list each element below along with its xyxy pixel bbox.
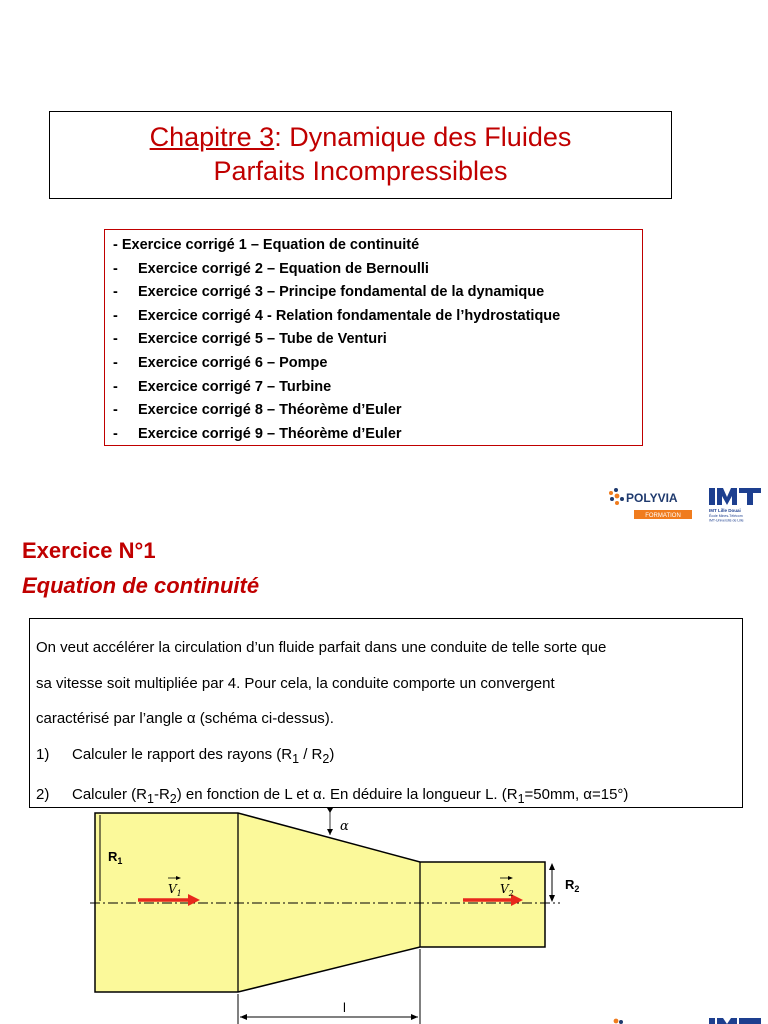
question-1 bbox=[36, 737, 742, 778]
polyvia-dots-icon bbox=[609, 488, 624, 505]
list-item bbox=[113, 305, 642, 329]
subscript: 2 bbox=[169, 792, 177, 806]
imt-logo bbox=[708, 486, 763, 526]
imt-mark-icon bbox=[709, 488, 761, 505]
list-dash: - bbox=[113, 307, 118, 324]
polyvia-name: POLYVIA bbox=[626, 491, 678, 505]
imt-name: IMT Lille Douai bbox=[709, 508, 741, 513]
imt-line1: École Mines-Télécom bbox=[709, 514, 743, 518]
problem-line: On veut accélérer la circulation d’un fluide parfait dans une conduite de telle sorte que bbox=[36, 639, 607, 656]
chapter-title-rest: : Dynamique des Fluides bbox=[274, 122, 572, 152]
subscript: 1 bbox=[147, 792, 154, 806]
chapter-title-line2: Parfaits Incompressibles bbox=[213, 156, 508, 186]
question-text: =50mm, α=15°) bbox=[524, 786, 629, 803]
list-item-text: Exercice corrigé 3 – Principe fondamental de la dynamique bbox=[138, 284, 545, 301]
polyvia-dots-icon bbox=[607, 1015, 627, 1024]
chapter-title-box bbox=[49, 111, 672, 199]
list-item bbox=[113, 352, 642, 376]
list-dash: - bbox=[113, 237, 122, 253]
length-label: l bbox=[343, 1000, 346, 1015]
list-dash: - bbox=[113, 378, 118, 395]
question-number: 1) bbox=[36, 745, 50, 763]
chapter-title-line1 bbox=[50, 120, 671, 154]
arrow-head-icon bbox=[411, 1014, 418, 1020]
r2-label: $R_2$ bbox=[565, 877, 580, 894]
list-item-text: Exercice corrigé 2 – Equation de Bernoulli bbox=[138, 260, 429, 277]
exercise-list bbox=[104, 229, 643, 446]
v1-label: $V_1$ bbox=[168, 882, 182, 898]
question-text: / R bbox=[299, 745, 323, 763]
list-dash: - bbox=[113, 284, 118, 301]
list-item bbox=[113, 399, 642, 423]
polyvia-logo bbox=[607, 487, 697, 523]
arrow-head-icon bbox=[327, 829, 333, 835]
v2-label: $V_2$ bbox=[500, 882, 514, 898]
list-dash: - bbox=[113, 260, 118, 277]
arrow-head-icon bbox=[549, 863, 555, 870]
chapter-number: Chapitre 3 bbox=[149, 122, 275, 152]
exercise-subtitle: Equation de continuité bbox=[22, 573, 260, 598]
list-item bbox=[113, 328, 642, 352]
imt-mark-icon bbox=[708, 1015, 763, 1024]
list-item bbox=[113, 234, 642, 258]
list-item bbox=[113, 258, 642, 282]
r1-label: $R_1$ bbox=[108, 849, 123, 866]
list-item-text: Exercice corrigé 9 – Théorème d’Euler bbox=[138, 425, 402, 442]
list-dash: - bbox=[113, 354, 118, 371]
question-number: 2) bbox=[36, 786, 50, 803]
convergent-pipe-diagram bbox=[90, 805, 610, 1024]
list-item bbox=[113, 281, 642, 305]
list-item bbox=[113, 376, 642, 400]
list-item bbox=[113, 423, 642, 447]
arrow-head-icon bbox=[549, 895, 555, 902]
list-item-text: Exercice corrigé 4 - Relation fondamentale de l’hydrostatique bbox=[138, 307, 561, 324]
arrow-head-icon bbox=[327, 808, 333, 813]
question-text: Calculer (R bbox=[72, 786, 148, 803]
problem-line: sa vitesse soit multipliée par 4. Pour cela, la conduite comporte un convergent bbox=[36, 674, 555, 692]
question-text: ) bbox=[329, 745, 335, 763]
imt-line2: IMT-Université de Lille bbox=[709, 518, 744, 523]
list-item-text: Exercice corrigé 6 – Pompe bbox=[138, 354, 328, 371]
question-text: Calculer le rapport des rayons (R bbox=[72, 745, 293, 763]
problem-statement bbox=[29, 618, 743, 808]
alpha-label: α bbox=[340, 819, 349, 834]
subscript: 1 bbox=[517, 792, 525, 806]
list-item-text: Exercice corrigé 8 – Théorème d’Euler bbox=[138, 402, 402, 419]
question-text: -R bbox=[153, 786, 170, 803]
exercise-title: Exercice N°1 bbox=[22, 538, 156, 563]
list-dash: - bbox=[113, 402, 118, 419]
arrow-head-icon bbox=[240, 1014, 247, 1020]
list-dash: - bbox=[113, 331, 118, 348]
subscript: 1 bbox=[292, 751, 300, 766]
subscript: 2 bbox=[322, 751, 330, 766]
list-item-text: Exercice corrigé 1 – Equation de continuité bbox=[121, 237, 420, 253]
question-text: ) en fonction de L et α. En déduire la longueur L. (R bbox=[176, 786, 518, 803]
list-dash: - bbox=[113, 425, 118, 442]
list-item-text: Exercice corrigé 5 – Tube de Venturi bbox=[138, 331, 387, 348]
problem-line: caractérisé par l’angle α (schéma ci-dessus). bbox=[36, 710, 334, 727]
list-item-text: Exercice corrigé 7 – Turbine bbox=[138, 378, 332, 395]
polyvia-tag: FORMATION bbox=[645, 513, 681, 519]
